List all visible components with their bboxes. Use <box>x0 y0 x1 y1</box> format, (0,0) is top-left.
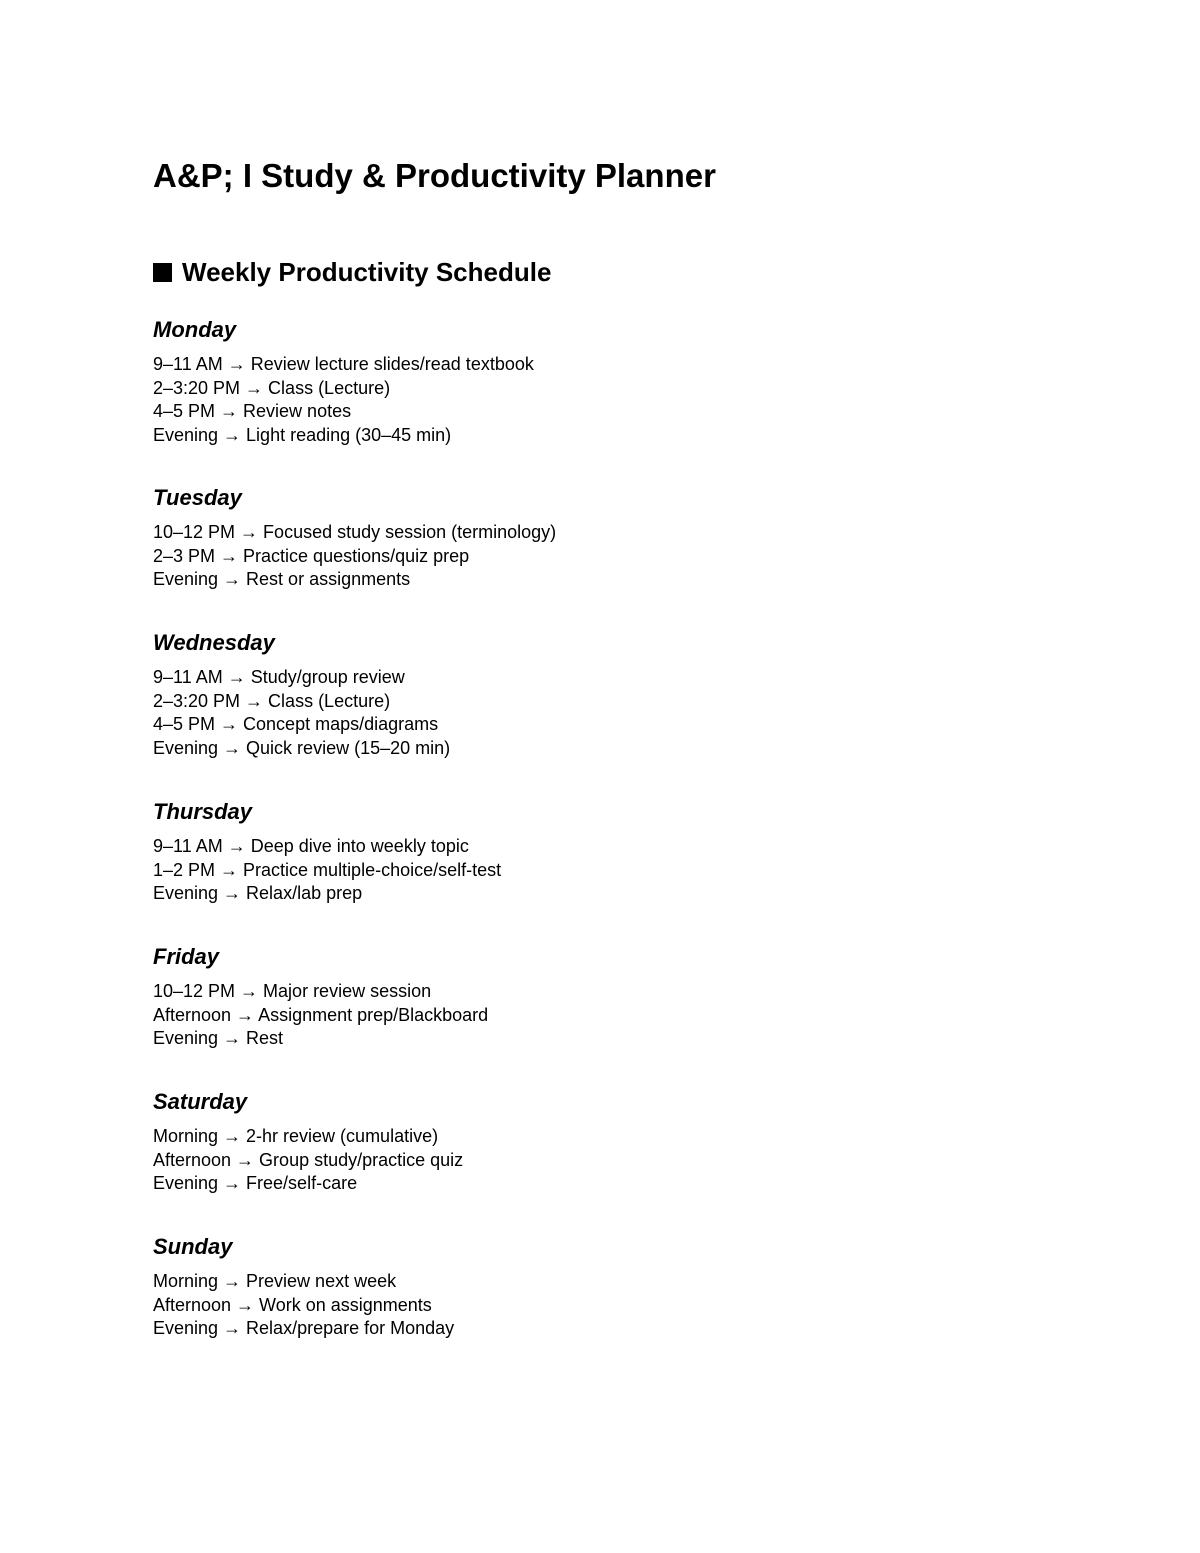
schedule-entry: 4–5 PM → Review notes <box>153 401 352 422</box>
section-heading <box>153 254 551 290</box>
schedule-entry: 2–3:20 PM → Class (Lecture) <box>153 690 391 711</box>
day-heading: Thursday <box>153 799 253 824</box>
day-heading: Wednesday <box>153 630 275 655</box>
schedule-entry: Evening → Quick review (15–20 min) <box>153 737 451 758</box>
schedule-list <box>153 835 501 906</box>
schedule-entry: Evening → Light reading (30–45 min) <box>153 424 452 445</box>
day-block-monday <box>153 315 534 447</box>
schedule-entry: Evening → Free/self-care <box>153 1173 358 1194</box>
schedule-entry: 2–3:20 PM → Class (Lecture) <box>153 377 391 398</box>
day-heading: Sunday <box>153 1234 233 1259</box>
schedule-list <box>153 666 450 760</box>
schedule-entry: Morning → Preview next week <box>153 1271 397 1291</box>
schedule-entry: Afternoon → Assignment prep/Blackboard <box>153 1004 489 1025</box>
day-block-friday <box>153 942 488 1051</box>
day-block-sunday <box>153 1232 454 1341</box>
day-block-tuesday <box>153 483 556 592</box>
day-block-wednesday <box>153 628 450 760</box>
day-heading: Saturday <box>153 1089 248 1114</box>
schedule-entry: 9–11 AM → Deep dive into weekly topic <box>153 836 469 856</box>
section-heading-label: Weekly Productivity Schedule <box>182 257 552 287</box>
schedule-entry: 9–11 AM → Study/group review <box>153 667 405 687</box>
document-title: A&P; I Study & Productivity Planner <box>153 157 716 194</box>
schedule-entry: Evening → Relax/prepare for Monday <box>153 1318 455 1339</box>
schedule-entry: Morning → 2-hr review (cumulative) <box>153 1126 439 1146</box>
schedule-list <box>153 980 488 1051</box>
day-block-saturday <box>153 1087 463 1196</box>
schedule-list <box>153 1270 454 1341</box>
day-heading: Friday <box>153 944 220 969</box>
schedule-list <box>153 1125 463 1196</box>
black-square-icon <box>153 263 172 282</box>
schedule-entry: Afternoon → Work on assignments <box>153 1294 432 1315</box>
schedule-entry: Evening → Relax/lab prep <box>153 883 363 904</box>
schedule-entry: 1–2 PM → Practice multiple-choice/self-test <box>153 859 502 880</box>
schedule-list <box>153 353 534 447</box>
day-block-thursday <box>153 797 501 906</box>
schedule-entry: Evening → Rest <box>153 1028 284 1049</box>
schedule-entry: 9–11 AM → Review lecture slides/read textbook <box>153 354 534 374</box>
schedule-entry: 10–12 PM → Focused study session (terminology) <box>153 522 557 542</box>
schedule-entry: 2–3 PM → Practice questions/quiz prep <box>153 545 470 566</box>
schedule-list <box>153 521 556 592</box>
day-heading: Tuesday <box>153 485 242 510</box>
schedule-entry: Afternoon → Group study/practice quiz <box>153 1149 464 1170</box>
schedule-entry: Evening → Rest or assignments <box>153 569 411 590</box>
schedule-entry: 4–5 PM → Concept maps/diagrams <box>153 714 439 735</box>
day-heading: Monday <box>153 317 237 342</box>
schedule-entry: 10–12 PM → Major review session <box>153 981 432 1001</box>
